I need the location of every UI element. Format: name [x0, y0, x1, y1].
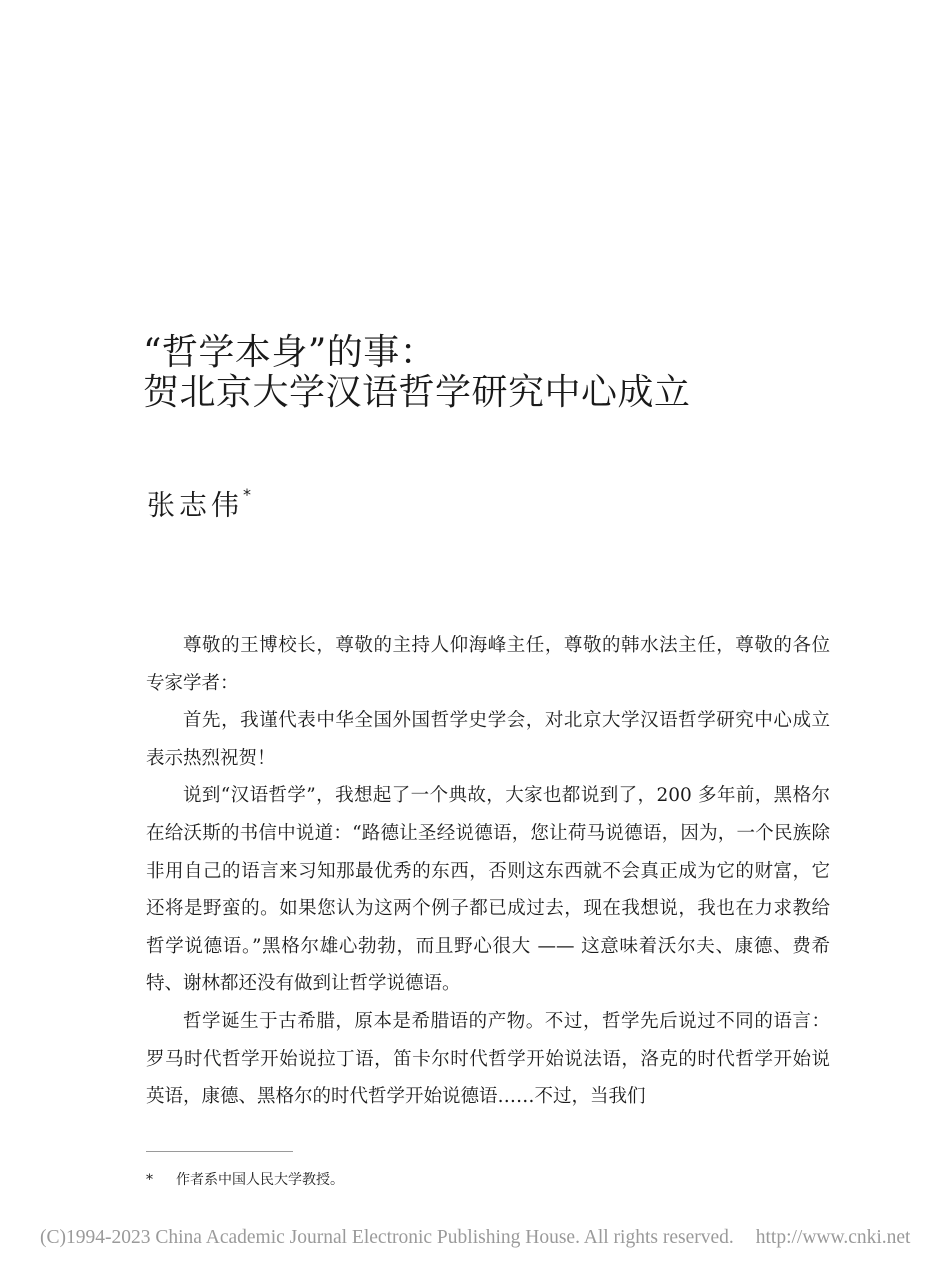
paragraph-1: 尊敬的王博校长，尊敬的主持人仰海峰主任，尊敬的韩水法主任，尊敬的各位专家学者： — [146, 635, 830, 694]
paragraph-3: 说到“汉语哲学”，我想起了一个典故，大家也都说到了，200 多年前，黑格尔在给沃斯的书信中说道：“路德让圣经说德语，您让荷马说德语，因为，一个民族除非用自己的语言来习知那最优秀的东西，否则这东西就不会真正成为它的财富，它还将是野蛮的。如果您认为这两个例子都已成过去，现在我想说，我也在力求教给哲学说德语。”黑格尔雄心勃勃，而且野心很大 —— 这意味着沃尔夫、康德、费希特、谢林都还没有做到让哲学说德语。 — [146, 785, 830, 995]
copyright-url[interactable]: http://www.cnki.net — [755, 1227, 911, 1248]
author-footnote-marker: * — [243, 485, 252, 504]
footnote-divider — [146, 1151, 293, 1152]
author-name: 张志伟 — [147, 488, 244, 522]
paragraph-4: 哲学诞生于古希腊，原本是希腊语的产物。不过，哲学先后说过不同的语言：罗马时代哲学开始说拉丁语，笛卡尔时代哲学开始说法语，洛克的时代哲学开始说英语，康德、黑格尔的时代哲学开始说德语……不过，当我们 — [146, 1010, 830, 1108]
paragraph-2: 首先，我谨代表中华全国外国哲学史学会，对北京大学汉语哲学研究中心成立表示热烈祝贺！ — [146, 710, 830, 769]
footnote — [146, 1170, 344, 1190]
copyright-notice: (C)1994-2023 China Academic Journal Electronic Publishing House. All rights reserved. — [40, 1227, 734, 1248]
article-body — [146, 627, 830, 1116]
copyright-watermark — [40, 1225, 910, 1251]
footnote-marker: * — [146, 1172, 153, 1188]
article-title — [143, 333, 863, 413]
footnote-text: 作者系中国人民大学教授。 — [176, 1172, 344, 1188]
author-line — [147, 480, 251, 524]
title-line-1: “哲学本身”的事： — [143, 332, 437, 373]
title-line-2: 贺北京大学汉语哲学研究中心成立 — [143, 372, 691, 413]
